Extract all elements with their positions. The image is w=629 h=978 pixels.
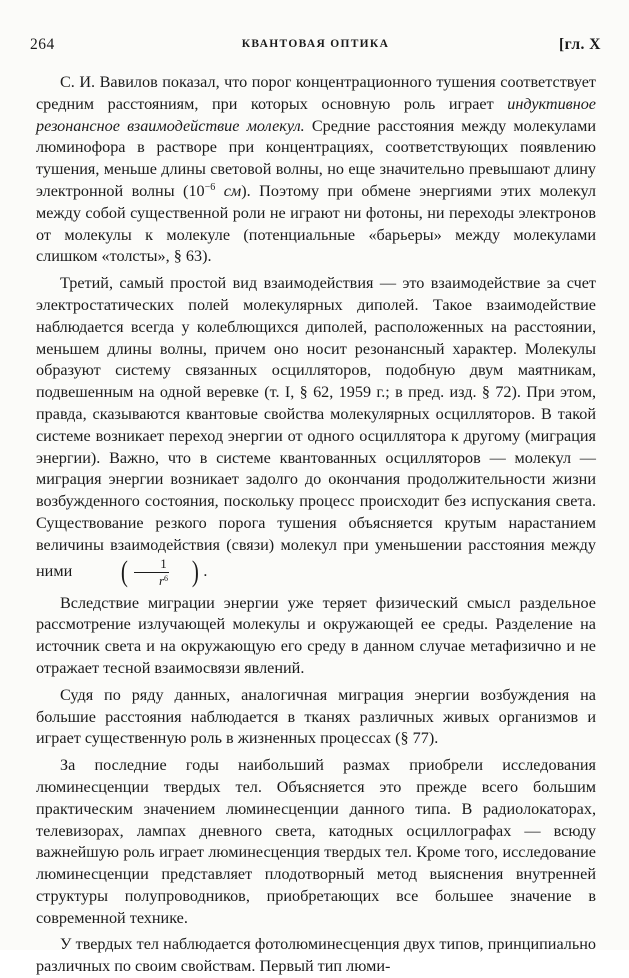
right-parenthesis: ) — [191, 555, 199, 589]
paragraph-text: С. И. Вавилов показал, что порог концентрационного тушения соответствует средним расстояниям, при которых основную роль играет — [36, 73, 596, 113]
chapter-marker: [гл. X — [558, 36, 601, 53]
paragraph-dipole-interaction — [36, 273, 596, 587]
paragraph-vavilov — [36, 72, 596, 268]
fraction — [134, 557, 169, 588]
left-parenthesis: ( — [121, 555, 129, 589]
paragraph-text: Третий, самый простой вид взаимодействия — это взаимодействие за счет электростатических полей молекулярных диполей. Такое взаимодействие наблюдается всегда у колеблющихся диполей, расположенных на расстоянии, меньшем длины волны, причем оно носит резонансный характер. Молекулы образуют систему связанных осцилляторов, подобную двум маятникам, подвешенным на одной веревке (т. I, § 62, 1959 г.; в пред. изд. § 72). При этом, правда, сказываются квантовые свойства молекулярных осцилляторов. В такой системе возникает переход энергии от одного осциллятора к другому (миграция энергии). Важно, что в системе квантованных осцилляторов — молекул — миграция энергии возникает задолго до окончания продолжительности жизни возбужденного состояния, поскольку процесс происходит без испускания света. Существование резкого порога тушения объясняется крутым нарастанием величины взаимодействия (связи) молекул при уменьшении расстояния между ними — [36, 274, 596, 580]
running-title: КВАНТОВАЯ ОПТИКА — [241, 38, 390, 50]
paragraph-two-types: У твердых тел наблюдается фотолюминесценция двух типов, принципиально различных по своим свойствам. Первый тип люми- — [36, 935, 596, 976]
formula-period: . — [203, 561, 208, 580]
paragraph-solid-luminescence: За последние годы наибольший размах приобрели исследования люминесценции твердых тел. Объясняется это прежде всего большим практическим значением люминесценции данного типа. В радиолокаторах, телевизорах, лампах дневного света, катодных осциллографах — всюду важнейшую роль играет люминесценция твердых тел. Кроме того, исследование люминесценции представляет плодотворный метод выяснения внутренней структуры полупроводников, приобретающих все большее значение в современной технике. — [36, 756, 596, 927]
unit-label: см — [215, 181, 242, 200]
paragraph-text: ). Поэтому при обмене энергиями этих молекул между собой существенной роли не играют ни фотоны, ни переходы электронов от молекулы к молекуле (потенциальные «барьеры» между молекулами слишком «толсты», § 63). — [36, 181, 597, 266]
exponent: −6 — [204, 181, 216, 193]
inverse-r6-formula — [75, 557, 208, 588]
fraction-numerator: 1 — [134, 557, 169, 573]
paragraph-migration: Вследствие миграции энергии уже теряет физический смысл раздельное рассмотрение излучающей молекулы и окружающей ее среды. Разделение на источник света и на окружающую его среду в данном случае метафизично и не отражает тесной взаимосвязи явлений. — [36, 593, 596, 677]
italic-term: индуктивное резонансное взаимодействие молекул. — [36, 94, 596, 135]
denominator-symbol: r — [158, 572, 165, 588]
running-head — [30, 36, 601, 58]
denominator-exponent: 6 — [164, 573, 169, 583]
page-number: 264 — [30, 36, 55, 53]
paragraph-living-organisms: Судя по ряду данных, аналогичная миграция энергии возбуждения на большие расстояния наблюдается в тканях различных живых организмов и играет существенную роль в жизненных процессах (§ 77). — [36, 685, 596, 748]
body-text — [36, 72, 596, 978]
paragraph-text: Средние расстояния между молекулами люминофора в растворе при концентрациях, соответствующих появлению тушения, меньше длины световой волны, но еще значительно превышают длину электронной волны (10 — [36, 116, 596, 200]
fraction-denominator — [134, 573, 169, 588]
